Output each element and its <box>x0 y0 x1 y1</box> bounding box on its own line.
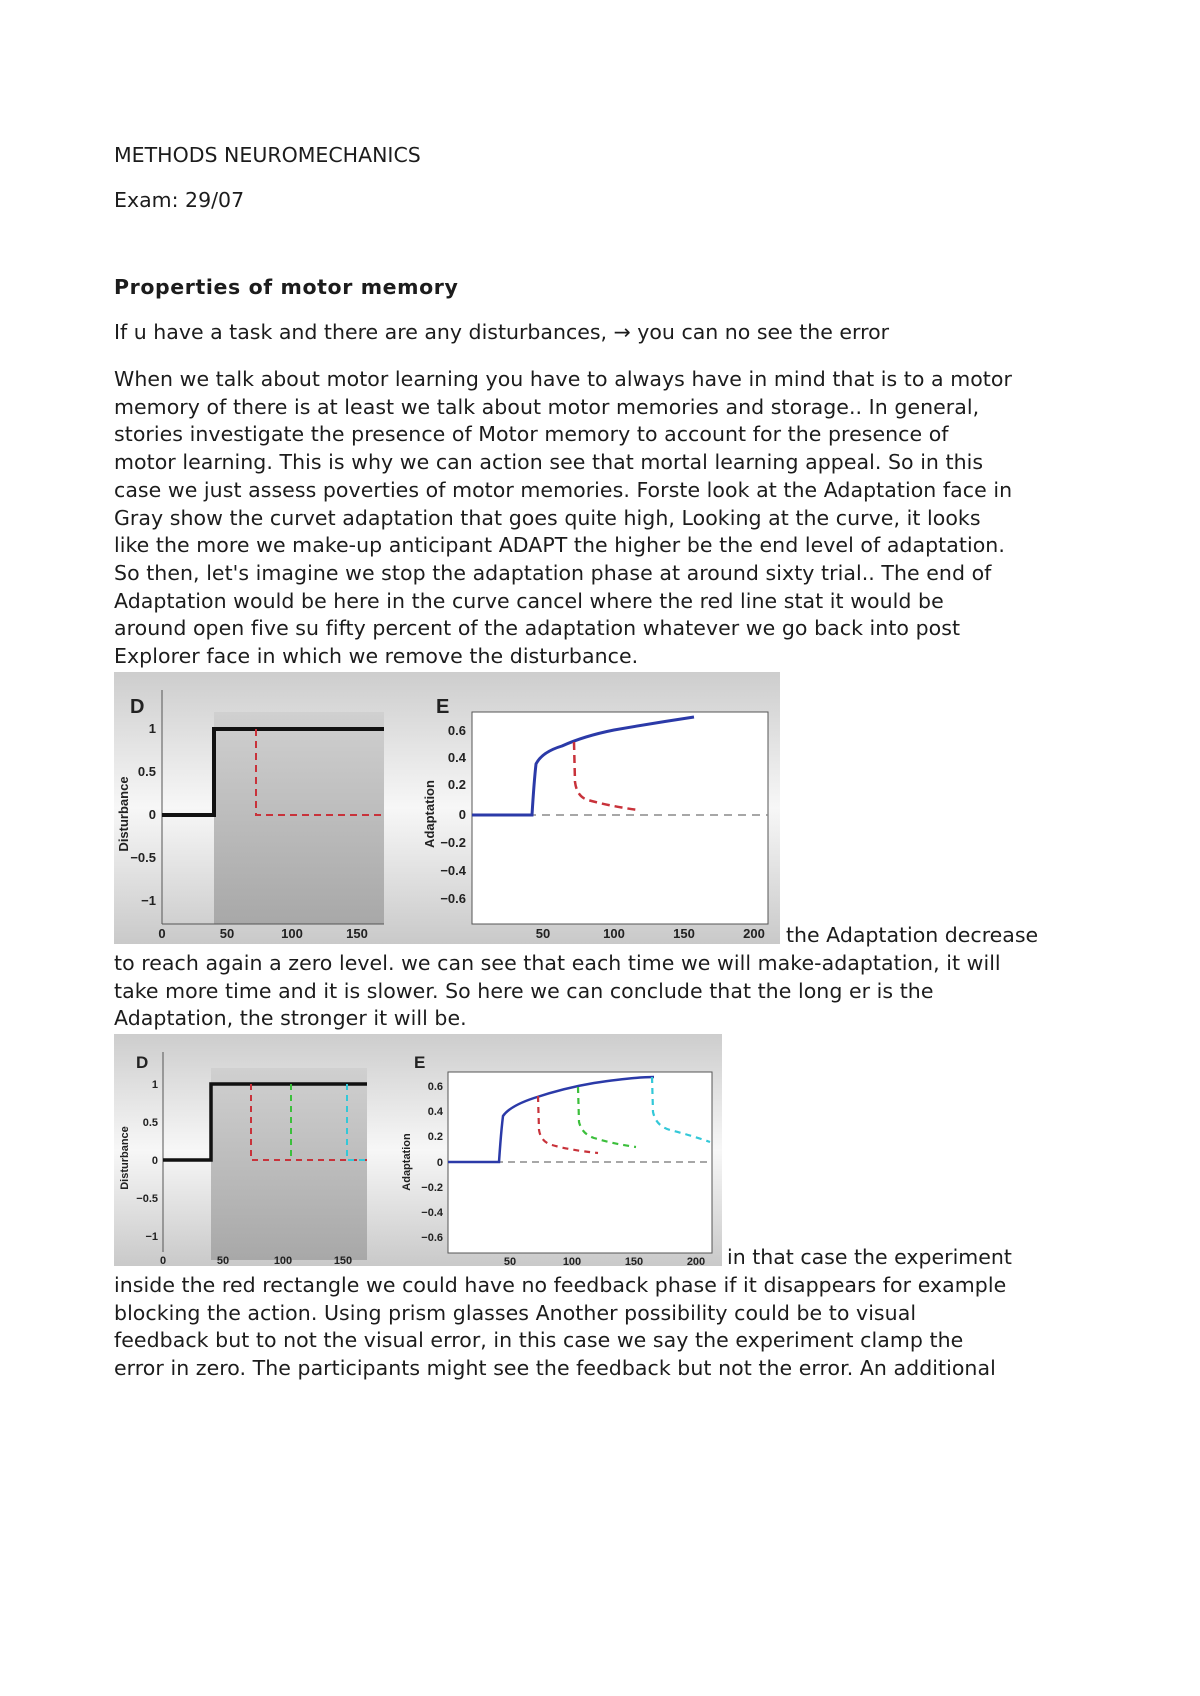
y-tick-label: −1 <box>141 893 156 908</box>
panel-e <box>422 696 768 941</box>
x-tick-label: 0 <box>158 926 166 941</box>
figure-2 <box>114 1034 722 1266</box>
document-title: METHODS NEUROMECHANICS <box>114 143 421 167</box>
text-line: Adaptation, the stronger it will be. <box>114 1006 467 1031</box>
paragraph-3-first-line: in that case the experiment <box>727 1245 1012 1269</box>
y-tick-label: 0.5 <box>137 764 156 779</box>
intro-paragraph: If u have a task and there are any disturbances, → you can no see the error <box>114 320 890 344</box>
text-line: memory of there is at least we talk about motor memories and storage.. In general, <box>114 394 980 419</box>
text-line: feedback but to not the visual error, in this case we say the experiment clamp the <box>114 1328 964 1353</box>
y-tick-label: −0.4 <box>440 863 466 878</box>
text-line: blocking the action. Using prism glasses Another possibility could be to visual <box>114 1300 917 1325</box>
y-tick-label: 0 <box>436 1157 443 1169</box>
panel-letter: D <box>130 696 145 718</box>
x-tick-label: 50 <box>216 1255 230 1266</box>
text-line: to reach again a zero level. we can see that each time we will make-adaptation, it will <box>114 951 1001 975</box>
x-tick-label: 100 <box>562 1256 582 1266</box>
paragraph-1 <box>114 366 1104 671</box>
y-tick-label: −0.5 <box>130 850 156 865</box>
y-tick-label: 0.4 <box>427 1106 443 1118</box>
x-tick-label: 50 <box>219 926 235 941</box>
text-line: take more time and it is slower. So here we can conclude that the long er is the <box>114 978 934 1003</box>
x-tick-label: 50 <box>535 926 551 941</box>
text-line: Adaptation would be here in the curve cancel where the red line stat it would be <box>114 588 944 613</box>
y-tick-label: 0.5 <box>142 1117 158 1129</box>
y-tick-label: −0.2 <box>421 1182 443 1194</box>
y-tick-label: −0.6 <box>440 891 466 906</box>
text-line: When we talk about motor learning you have to always have in mind that is to a motor <box>114 367 1012 391</box>
y-tick-label: −0.5 <box>136 1193 158 1205</box>
x-tick-label: 0 <box>159 1255 167 1266</box>
exam-date: Exam: 29/07 <box>114 188 245 212</box>
x-tick-label: 150 <box>673 926 695 941</box>
paragraph-3 <box>114 1272 1104 1383</box>
x-tick-label: 100 <box>281 926 303 941</box>
y-tick-label: 0.2 <box>427 1131 443 1143</box>
plot-area <box>472 712 768 924</box>
x-tick-label: 150 <box>346 926 368 941</box>
paragraph-2-first-line: the Adaptation decrease <box>786 923 1039 947</box>
y-tick-label: 0.6 <box>427 1081 443 1093</box>
x-tick-label: 50 <box>503 1256 517 1266</box>
y-tick-label: 1 <box>148 721 156 736</box>
y-tick-label: −0.6 <box>421 1232 443 1244</box>
text-line: around open five su fifty percent of the adaptation whatever we go back into post <box>114 616 961 641</box>
x-tick-label: 150 <box>624 1256 644 1266</box>
y-axis-label: Disturbance <box>119 1126 131 1190</box>
figure-1-svg <box>114 672 780 944</box>
x-tick-label: 100 <box>603 926 625 941</box>
text-line: So then, let's imagine we stop the adaptation phase at around sixty trial.. The end of <box>114 560 992 585</box>
figure-1 <box>114 672 780 944</box>
text-line: Explorer face in which we remove the disturbance. <box>114 644 639 669</box>
text-line: error in zero. The participants might see the feedback but not the error. An additional <box>114 1356 996 1381</box>
text-line: inside the red rectangle we could have no feedback phase if it disappears for example <box>114 1273 1007 1297</box>
text-line: Gray show the curvet adaptation that goes quite high, Looking at the curve, it looks <box>114 505 981 530</box>
y-axis-label: Adaptation <box>422 780 437 848</box>
adaptation-phase-shading <box>211 1068 367 1260</box>
x-tick-label: 150 <box>333 1255 353 1266</box>
text-line: motor learning. This is why we can action see that mortal learning appeal. So in this <box>114 450 984 475</box>
text-line: case we just assess poverties of motor memories. Forste look at the Adaptation face in <box>114 477 1013 502</box>
y-tick-label: −1 <box>145 1231 158 1243</box>
section-heading: Properties of motor memory <box>114 275 459 299</box>
y-tick-label: 0 <box>151 1155 158 1167</box>
panel-letter: E <box>414 1053 426 1072</box>
y-tick-label: 1 <box>151 1079 158 1091</box>
y-axis-label: Disturbance <box>116 776 131 852</box>
text-line: stories investigate the presence of Motor memory to account for the presence of <box>114 422 949 447</box>
panel-e <box>401 1053 712 1266</box>
y-tick-label: 0 <box>458 807 466 822</box>
adaptation-phase-shading <box>214 712 384 924</box>
y-axis-label: Adaptation <box>401 1133 413 1191</box>
y-tick-label: 0 <box>148 807 156 822</box>
y-tick-label: −0.2 <box>440 835 466 850</box>
figure-2-svg <box>114 1034 722 1266</box>
panel-letter: D <box>136 1053 149 1072</box>
x-tick-label: 200 <box>686 1256 706 1266</box>
paragraph-2 <box>114 950 1104 1033</box>
text-line: like the more we make-up anticipant ADAPT the higher be the end level of adaptation. <box>114 533 1005 558</box>
y-tick-label: −0.4 <box>421 1207 443 1219</box>
x-tick-label: 100 <box>273 1255 293 1266</box>
x-tick-label: 200 <box>743 926 765 941</box>
panel-d <box>119 1052 367 1266</box>
y-tick-label: 0.6 <box>447 723 466 738</box>
panel-letter: E <box>436 696 450 718</box>
y-tick-label: 0.4 <box>447 750 466 765</box>
y-tick-label: 0.2 <box>447 777 466 792</box>
